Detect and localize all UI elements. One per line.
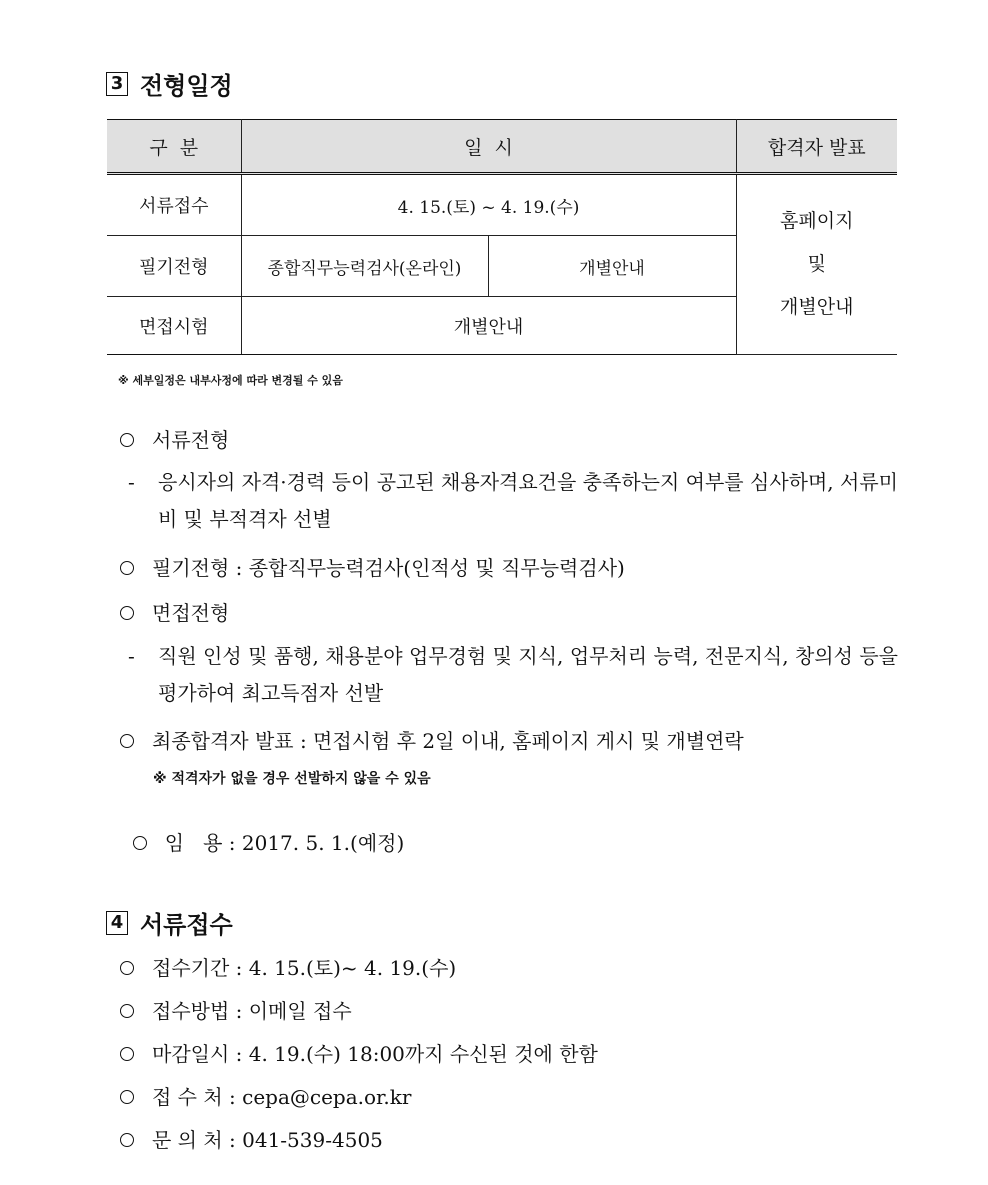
schedule-table — [107, 119, 897, 355]
section4-heading — [106, 905, 233, 940]
row-label-interview: 면접시험 — [107, 297, 241, 355]
row-label-document: 서류접수 — [107, 174, 241, 236]
list-item-deadline — [120, 1038, 598, 1067]
list-item-final-announce — [120, 725, 744, 754]
list-item-interview — [120, 597, 229, 626]
announcement-line: 홈페이지 — [780, 210, 854, 232]
circle-bullet-icon — [120, 433, 134, 447]
list-item-written-test — [120, 552, 625, 581]
list-item-doc-screening — [120, 424, 229, 453]
row-date-document: 4. 15.(토) ~ 4. 19.(수) — [241, 174, 736, 236]
circle-bullet-icon — [120, 1004, 134, 1018]
written-test-text: 필기전형 : 종합직무능력검사(인적성 및 직무능력검사) — [152, 556, 625, 580]
interview-detail-text: 직원 인성 및 품행, 채용분야 업무경험 및 지식, 업무처리 능력, 전문지식, 창의성 등을 평가하여 최고득점자 선발 — [158, 644, 898, 705]
period-text: 접수기간 : 4. 15.(토)~ 4. 19.(수) — [152, 956, 457, 980]
table-row — [107, 174, 897, 236]
header-date: 일 시 — [241, 120, 736, 174]
list-item-appointment — [120, 803, 404, 856]
circle-bullet-icon — [133, 836, 147, 850]
circle-bullet-icon — [120, 961, 134, 975]
doc-screening-detail-text: 응시자의 자격·경력 등이 공고된 채용자격요건을 충족하는지 여부를 심사하며, 서류미비 및 부적격자 선별 — [158, 470, 898, 531]
method-text: 접수방법 : 이메일 접수 — [152, 999, 352, 1023]
header-announcement: 합격자 발표 — [736, 120, 897, 174]
recipient-text: 접 수 처 : cepa@cepa.or.kr — [152, 1085, 412, 1109]
announcement-cell — [736, 174, 897, 355]
circle-bullet-icon — [120, 734, 134, 748]
doc-screening-text: 서류전형 — [152, 428, 230, 452]
announcement-line: 및 — [807, 253, 826, 275]
row-label-written: 필기전형 — [107, 236, 241, 297]
circle-bullet-icon — [120, 606, 134, 620]
header-category: 구 분 — [107, 120, 241, 174]
interview-detail — [128, 638, 898, 712]
row-test-written: 종합직무능력검사(온라인) — [241, 236, 488, 297]
final-remark: ※ 적격자가 없을 경우 선발하지 않을 수 있음 — [153, 771, 431, 787]
dash-marker: - — [128, 644, 135, 668]
section3-number: 3 — [106, 72, 128, 96]
section3-heading — [106, 66, 233, 101]
final-announce-text: 최종합격자 발표 : 면접시험 후 2일 이내, 홈페이지 게시 및 개별연락 — [152, 729, 744, 753]
interview-text: 면접전형 — [152, 601, 230, 625]
list-item-inquiry — [120, 1124, 383, 1153]
schedule-header-row — [107, 120, 897, 174]
section4-number: 4 — [106, 911, 128, 935]
section3-title: 전형일정 — [140, 72, 233, 100]
circle-bullet-icon — [120, 1047, 134, 1061]
circle-bullet-icon — [120, 561, 134, 575]
row-date-interview: 개별안내 — [241, 297, 736, 355]
list-item-recipient — [120, 1081, 411, 1110]
doc-screening-detail — [128, 464, 898, 538]
list-item-method — [120, 995, 352, 1024]
circle-bullet-icon — [120, 1133, 134, 1147]
section4-title: 서류접수 — [140, 911, 233, 939]
list-item-period — [120, 952, 456, 981]
inquiry-text: 문 의 처 : 041-539-4505 — [152, 1128, 383, 1152]
deadline-text: 마감일시 : 4. 19.(수) 18:00까지 수신된 것에 한함 — [152, 1042, 598, 1066]
appointment-text: 임 용 : 2017. 5. 1.(예정) — [164, 831, 405, 855]
announcement-line: 개별안내 — [780, 296, 854, 318]
circle-bullet-icon — [120, 1090, 134, 1104]
dash-marker: - — [128, 470, 135, 494]
row-date-written: 개별안내 — [488, 236, 736, 297]
schedule-note: ※ 세부일정은 내부사정에 따라 변경될 수 있음 — [118, 374, 343, 387]
